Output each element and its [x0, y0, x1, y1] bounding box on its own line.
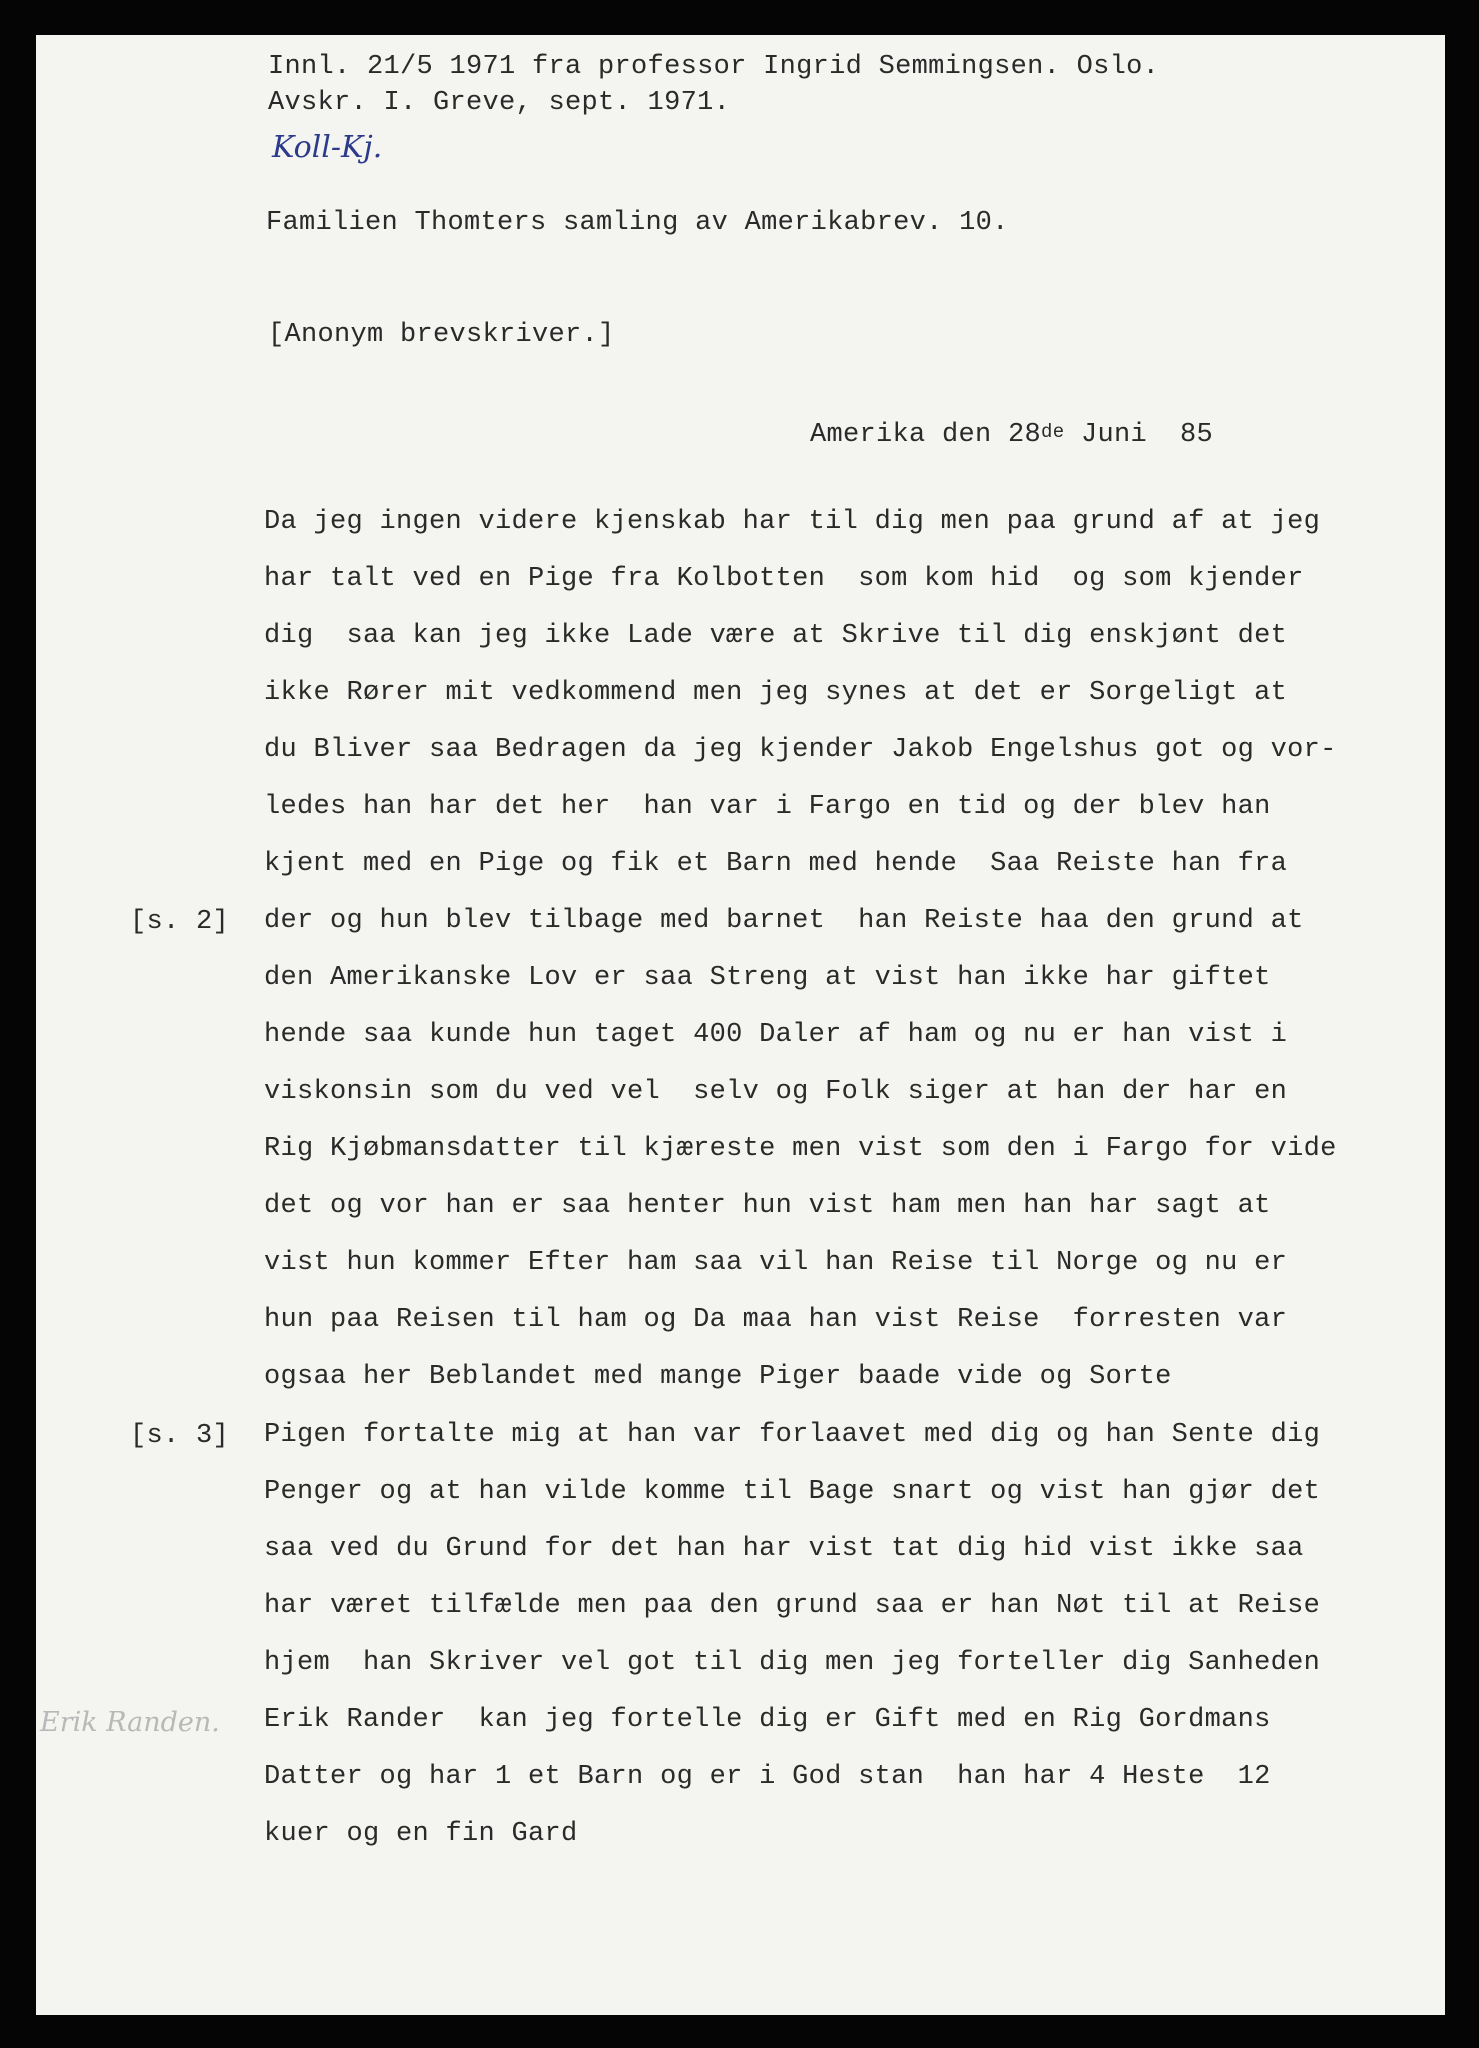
dateline-text: Amerika den 28 — [810, 420, 1042, 450]
body-line: den Amerikanske Lov er saa Streng at vist han ikke har giftet — [264, 963, 1271, 993]
header-line-1: Innl. 21/5 1971 fra professor Ingrid Semmingsen. Oslo. — [268, 52, 1160, 82]
body-line: Penger og at han vilde komme til Bage snart og vist han gjør det — [264, 1477, 1321, 1507]
handwritten-annotation: Koll-Kj. — [272, 130, 383, 165]
body-line: dig saa kan jeg ikke Lade være at Skrive til dig enskjønt det — [264, 621, 1288, 651]
body-line: hjem han Skriver vel got til dig men jeg forteller dig Sanheden — [264, 1648, 1321, 1678]
header-line-2: Avskr. I. Greve, sept. 1971. — [268, 88, 731, 118]
body-line: hende saa kunde hun taget 400 Daler af ham og nu er han vist i — [264, 1020, 1288, 1050]
body-line: Erik Rander kan jeg fortelle dig er Gift med en Rig Gordmans — [264, 1705, 1271, 1735]
pencil-margin-note: Erik Randen. — [40, 1707, 220, 1738]
body-line: kuer og en fin Gard — [264, 1819, 578, 1849]
body-line: saa ved du Grund for det han har vist tat dig hid vist ikke saa — [264, 1534, 1304, 1564]
page-marker-s3: [s. 3] — [130, 1421, 230, 1451]
body-line: hun paa Reisen til ham og Da maa han vist Reise forresten var — [264, 1305, 1288, 1335]
dateline-month-year: Juni 85 — [1064, 420, 1213, 450]
page-marker-s2: [s. 2] — [130, 907, 230, 937]
body-line: du Bliver saa Bedragen da jeg kjender Jakob Engelshus got og vor- — [264, 735, 1337, 765]
body-line: har talt ved en Pige fra Kolbotten som kom hid og som kjender — [264, 564, 1304, 594]
dateline-superscript: de — [1041, 421, 1065, 443]
body-line: har været tilfælde men paa den grund saa er han Nøt til at Reise — [264, 1591, 1321, 1621]
body-line: viskonsin som du ved vel selv og Folk siger at han der har en — [264, 1077, 1288, 1107]
body-line: der og hun blev tilbage med barnet han Reiste haa den grund at — [264, 906, 1304, 936]
body-line: ogsaa her Beblandet med mange Piger baade vide og Sorte — [264, 1362, 1172, 1392]
body-line: Datter og har 1 et Barn og er i God stan han har 4 Heste 12 — [264, 1762, 1271, 1792]
body-line: kjent med en Pige og fik et Barn med hende Saa Reiste han fra — [264, 849, 1288, 879]
body-line: vist hun kommer Efter ham saa vil han Reise til Norge og nu er — [264, 1248, 1288, 1278]
body-line: Rig Kjøbmansdatter til kjæreste men vist som den i Fargo for vide — [264, 1134, 1337, 1164]
document-title: Familien Thomters samling av Amerikabrev. 10. — [266, 208, 1009, 238]
body-line: ikke Rører mit vedkommend men jeg synes at det er Sorgeligt at — [264, 678, 1288, 708]
author-note: [Anonym brevskriver.] — [268, 320, 615, 350]
body-line: ledes han har det her han var i Fargo en tid og der blev han — [264, 792, 1271, 822]
body-line: Da jeg ingen videre kjenskab har til dig men paa grund af at jeg — [264, 507, 1321, 537]
dateline — [810, 420, 1213, 450]
body-line: Pigen fortalte mig at han var forlaavet med dig og han Sente dig — [264, 1420, 1321, 1450]
body-line: det og vor han er saa henter hun vist ham men han har sagt at — [264, 1191, 1271, 1221]
